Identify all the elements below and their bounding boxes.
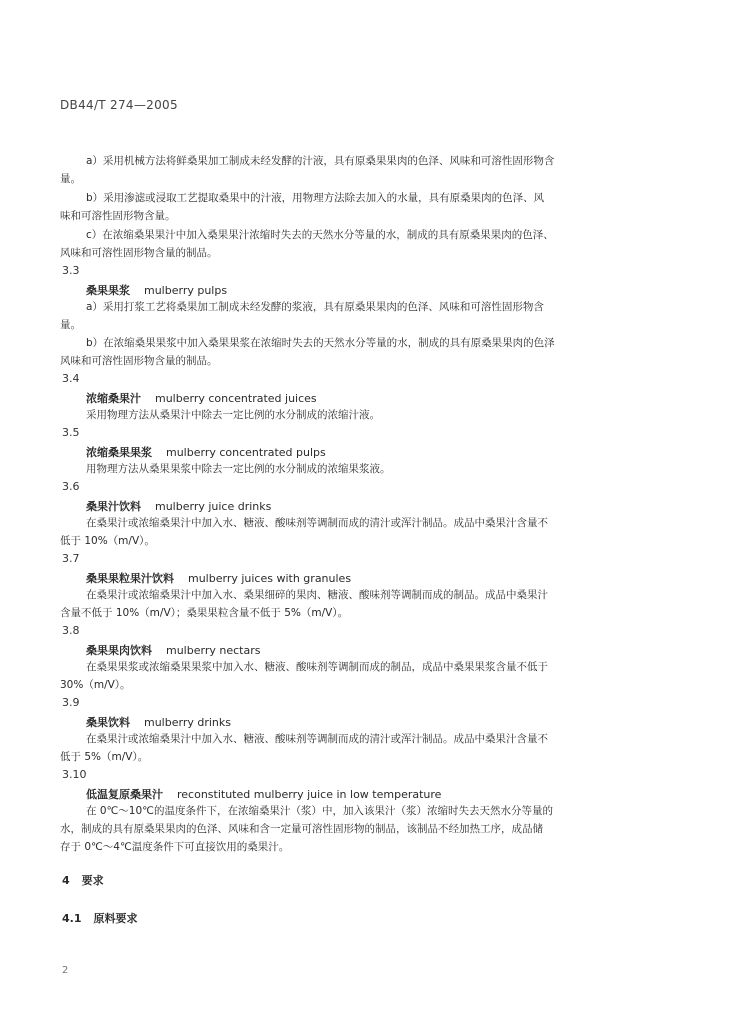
- paragraph-line: 量。: [60, 173, 81, 185]
- paragraph-line: 水，制成的具有原桑果果肉的色泽、风味和含一定量可溶性固形物的制品，该制品不经加热工序，成品储: [60, 823, 543, 835]
- paragraph-line: c）在浓缩桑果果汁中加入桑果果汁浓缩时失去的天然水分等量的水，制成的具有原桑果果肉的色泽、: [86, 229, 554, 241]
- clause-number: 3.6: [62, 480, 80, 493]
- clause-number: 3.5: [62, 426, 80, 439]
- term-cn: 桑果果肉饮料: [86, 644, 152, 657]
- section-heading: [62, 910, 138, 926]
- section-heading: [62, 872, 104, 888]
- term-heading: [86, 570, 351, 586]
- term-heading: [86, 444, 326, 460]
- term-cn: 低温复原桑果汁: [86, 788, 163, 801]
- term-cn: 桑果饮料: [86, 716, 130, 729]
- section-number: 4: [62, 874, 70, 887]
- clause-number: 3.10: [62, 768, 87, 781]
- clause-number: 3.8: [62, 624, 80, 637]
- paragraph-line: 味和可溶性固形物含量。: [60, 210, 176, 222]
- section-title: 原料要求: [93, 912, 138, 925]
- clause-number: 3.7: [62, 552, 80, 565]
- term-en: mulberry juice drinks: [155, 500, 272, 513]
- term-cn: 桑果果浆: [86, 284, 130, 297]
- paragraph-line: 在桑果汁或浓缩桑果汁中加入水、桑果细碎的果肉、糖液、酸味剂等调制而成的制品。成品中桑果汁: [86, 589, 548, 601]
- term-heading: [86, 786, 441, 802]
- paragraph-line: 在 0℃～10℃的温度条件下，在浓缩桑果汁（浆）中，加入该果汁（浆）浓缩时失去天然水分等量的: [86, 805, 553, 817]
- term-en: mulberry concentrated pulps: [166, 446, 326, 459]
- clause-number: 3.4: [62, 372, 80, 385]
- term-cn: 浓缩桑果果浆: [86, 446, 152, 459]
- term-heading: [86, 498, 271, 514]
- term-en: mulberry nectars: [166, 644, 261, 657]
- paragraph-line: 风味和可溶性固形物含量的制品。: [60, 247, 218, 259]
- paragraph-line: b）在浓缩桑果果浆中加入桑果果浆在浓缩时失去的天然水分等量的水，制成的具有原桑果果肉的色泽: [86, 337, 555, 349]
- clause-number: 3.9: [62, 696, 80, 709]
- term-heading: [86, 390, 317, 406]
- term-cn: 浓缩桑果汁: [86, 392, 141, 405]
- term-cn: 桑果汁饮料: [86, 500, 141, 513]
- term-heading: [86, 714, 231, 730]
- paragraph-line: a）采用打浆工艺将桑果加工制成未经发酵的浆液，具有原桑果果肉的色泽、风味和可溶性固形物含: [86, 301, 544, 313]
- paragraph-line: 存于 0℃～4℃温度条件下可直接饮用的桑果汁。: [60, 841, 290, 853]
- paragraph-line: 低于 5%（m/V）。: [60, 751, 149, 763]
- term-en: mulberry juices with granules: [188, 572, 352, 585]
- paragraph-line: 在桑果果浆或浓缩桑果果浆中加入水、糖液、酸味剂等调制而成的制品，成品中桑果果浆含量不低于: [86, 661, 548, 673]
- paragraph-line: 含量不低于 10%（m/V）；桑果果粒含量不低于 5%（m/V）。: [60, 607, 349, 619]
- term-heading: [86, 282, 227, 298]
- paragraph-line: 用物理方法从桑果果浆中除去一定比例的水分制成的浓缩果浆液。: [86, 463, 391, 475]
- term-en: mulberry pulps: [144, 284, 228, 297]
- paragraph-line: a）采用机械方法将鲜桑果加工制成未经发酵的汁液，具有原桑果果肉的色泽、风味和可溶性固形物含: [86, 155, 555, 167]
- page-number: 2: [62, 965, 69, 976]
- term-en: mulberry drinks: [144, 716, 231, 729]
- paragraph-line: b）采用渗滤或浸取工艺提取桑果中的汁液，用物理方法除去加入的水量，具有原桑果肉的色泽、风: [86, 192, 545, 204]
- term-en: mulberry concentrated juices: [155, 392, 317, 405]
- term-en: reconstituted mulberry juice in low temperature: [177, 788, 442, 801]
- paragraph-line: 在桑果汁或浓缩桑果汁中加入水、糖液、酸味剂等调制而成的清汁或浑汁制品。成品中桑果汁含量不: [86, 517, 548, 529]
- paragraph-line: 30%（m/V）。: [60, 679, 131, 691]
- section-title: 要求: [81, 874, 104, 887]
- term-cn: 桑果果粒果汁饮料: [86, 572, 174, 585]
- paragraph-line: 在桑果汁或浓缩桑果汁中加入水、糖液、酸味剂等调制而成的清汁或浑汁制品。成品中桑果汁含量不: [86, 733, 548, 745]
- term-heading: [86, 642, 260, 658]
- paragraph-line: 量。: [60, 319, 81, 331]
- paragraph-line: 风味和可溶性固形物含量的制品。: [60, 355, 218, 367]
- section-number: 4.1: [62, 912, 82, 925]
- paragraph-line: 低于 10%（m/V）。: [60, 535, 155, 547]
- paragraph-line: 采用物理方法从桑果汁中除去一定比例的水分制成的浓缩汁液。: [86, 409, 380, 421]
- standard-number-header: DB44/T 274—2005: [60, 98, 178, 112]
- clause-number: 3.3: [62, 264, 80, 277]
